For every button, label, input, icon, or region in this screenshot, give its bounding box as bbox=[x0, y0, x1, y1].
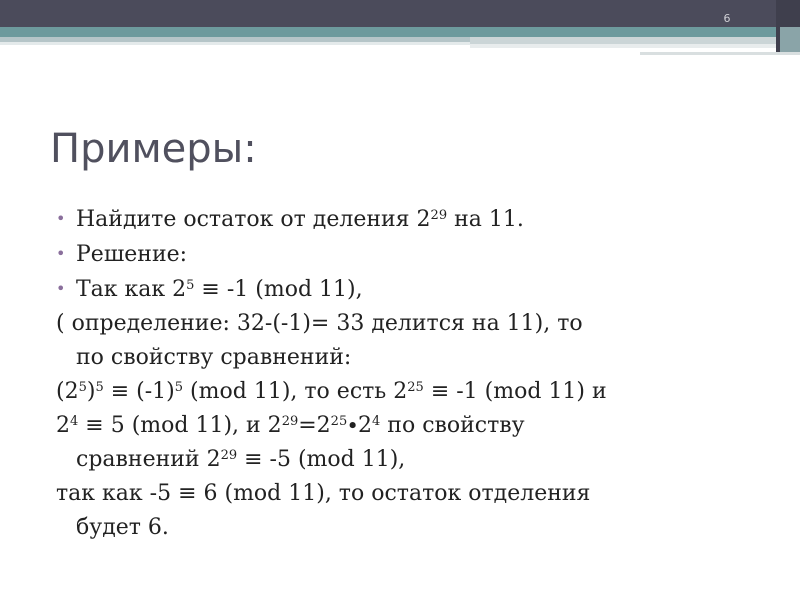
bullet-line-2: • Решение: bbox=[56, 237, 756, 272]
header-faint-band-left bbox=[0, 42, 470, 45]
text-line-5: по свойству сравнений: bbox=[76, 345, 352, 370]
header-underline bbox=[640, 52, 800, 55]
bullet-icon: • bbox=[56, 279, 66, 298]
header-right-accent bbox=[780, 27, 800, 54]
text-line-9: так как -5 ≡ 6 (mod 11), то остаток отделения bbox=[56, 481, 591, 506]
bullet-icon: • bbox=[56, 244, 66, 263]
header-faint-band-right bbox=[470, 44, 776, 48]
text-line-4: ( определение: 32-(-1)= 33 делится на 11), то bbox=[56, 311, 583, 336]
slide-title: Примеры: bbox=[50, 126, 257, 172]
header-light-band-right bbox=[470, 37, 776, 44]
header-accent-band bbox=[0, 27, 776, 37]
bullet-line-1: • Найдите остаток от деления $2^{29}$ на 11. bbox=[56, 202, 756, 237]
header-bar bbox=[0, 0, 800, 27]
text-line-7: $2^4 \equiv 5$ (mod 11), и $2^{29}=2^{25}\cdot 2^4$ по свойству bbox=[56, 413, 525, 438]
bullet-line-3: • Так как $2^5 \equiv -1$ (mod 11), bbox=[56, 272, 756, 307]
text-line-10: будет 6. bbox=[76, 515, 169, 540]
bullet-icon: • bbox=[56, 209, 66, 228]
text-line-8: сравнений $2^{29} \equiv -5$ (mod 11), bbox=[76, 447, 406, 472]
slide-content bbox=[56, 202, 756, 545]
text-line-6: $(2^5)^5 \equiv (-1)^5$ (mod 11), то есть $2^{25} \equiv -1$ (mod 11) и bbox=[56, 379, 607, 404]
slide-number: 6 bbox=[723, 12, 731, 25]
